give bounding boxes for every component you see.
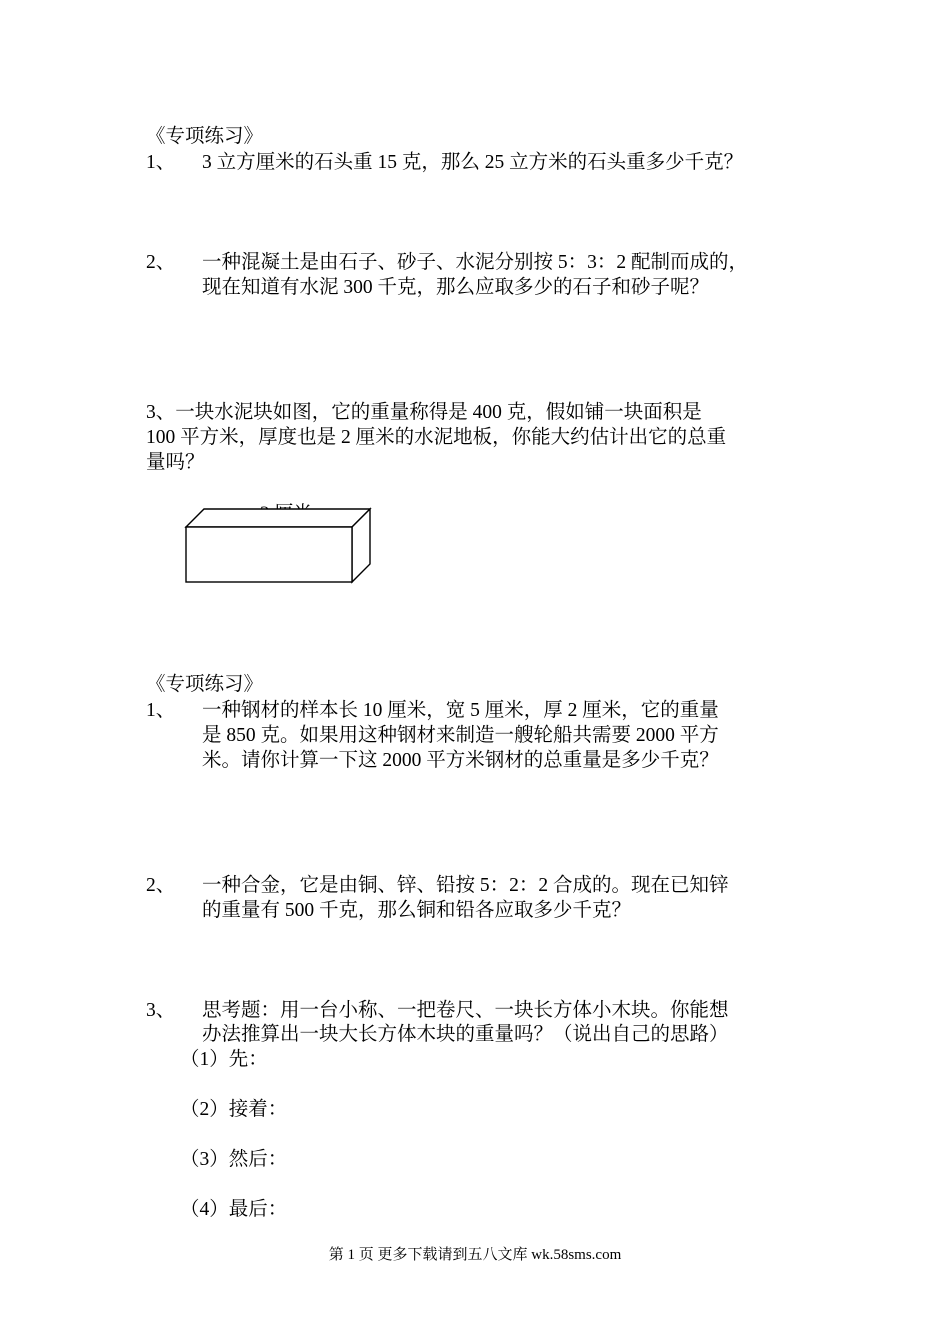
block-top-face	[186, 509, 370, 527]
section1-heading: 《专项练习》	[146, 126, 264, 147]
s2-q1-line-2: 是 850 克。如果用这种钢材来制造一艘轮船共需要 2000 平方	[202, 725, 719, 746]
s1-q1-line-1: 3 立方厘米的石头重 15 克，那么 25 立方米的石头重多少千克？	[202, 152, 744, 173]
page-footer: 第 1 页 更多下载请到五八文库 wk.58sms.com	[328, 1247, 622, 1263]
step-4: （4）最后：	[180, 1199, 288, 1220]
s2-q1-number: 1、	[146, 700, 176, 721]
s2-q1-line-3: 米。请你计算一下这 2000 平方米钢材的总重量是多少千克？	[202, 750, 719, 771]
s1-q3-line-3: 量吗？	[146, 452, 205, 473]
step-1: （1）先：	[180, 1049, 268, 1070]
s1-q2-number: 2、	[146, 252, 176, 273]
s1-q3-line-2: 100 平方米，厚度也是 2 厘米的水泥地板，你能大约估计出它的总重	[146, 427, 727, 448]
step-3: （3）然后：	[180, 1149, 288, 1170]
cement-block-figure	[180, 500, 380, 590]
s1-q2-line-1: 一种混凝土是由石子、砂子、水泥分别按 5：3：2 配制而成的，	[202, 252, 749, 273]
s2-q2-number: 2、	[146, 875, 176, 896]
s2-q3-line-2: 办法推算出一块大长方体木块的重量吗？（说出自己的思路）	[202, 1024, 729, 1045]
s2-q3-line-1: 思考题：用一台小称、一把卷尺、一块长方体小木块。你能想	[202, 1000, 729, 1021]
s1-q2-line-2: 现在知道有水泥 300 千克，那么应取多少的石子和砂子呢？	[202, 277, 710, 298]
step-2: （2）接着：	[180, 1099, 288, 1120]
block-front-face	[186, 527, 352, 582]
s2-q3-number: 3、	[146, 1000, 176, 1021]
s2-q2-line-1: 一种合金，它是由铜、锌、铅按 5：2：2 合成的。现在已知锌	[202, 875, 729, 896]
s1-q3-line-1: 3、一块水泥块如图，它的重量称得是 400 克，假如铺一块面积是	[146, 402, 702, 423]
section2-heading: 《专项练习》	[146, 674, 264, 695]
s1-q1-number: 1、	[146, 152, 176, 173]
s2-q2-line-2: 的重量有 500 千克，那么铜和铅各应取多少千克？	[202, 900, 632, 921]
s2-q1-line-1: 一种钢材的样本长 10 厘米，宽 5 厘米，厚 2 厘米，它的重量	[202, 700, 719, 721]
